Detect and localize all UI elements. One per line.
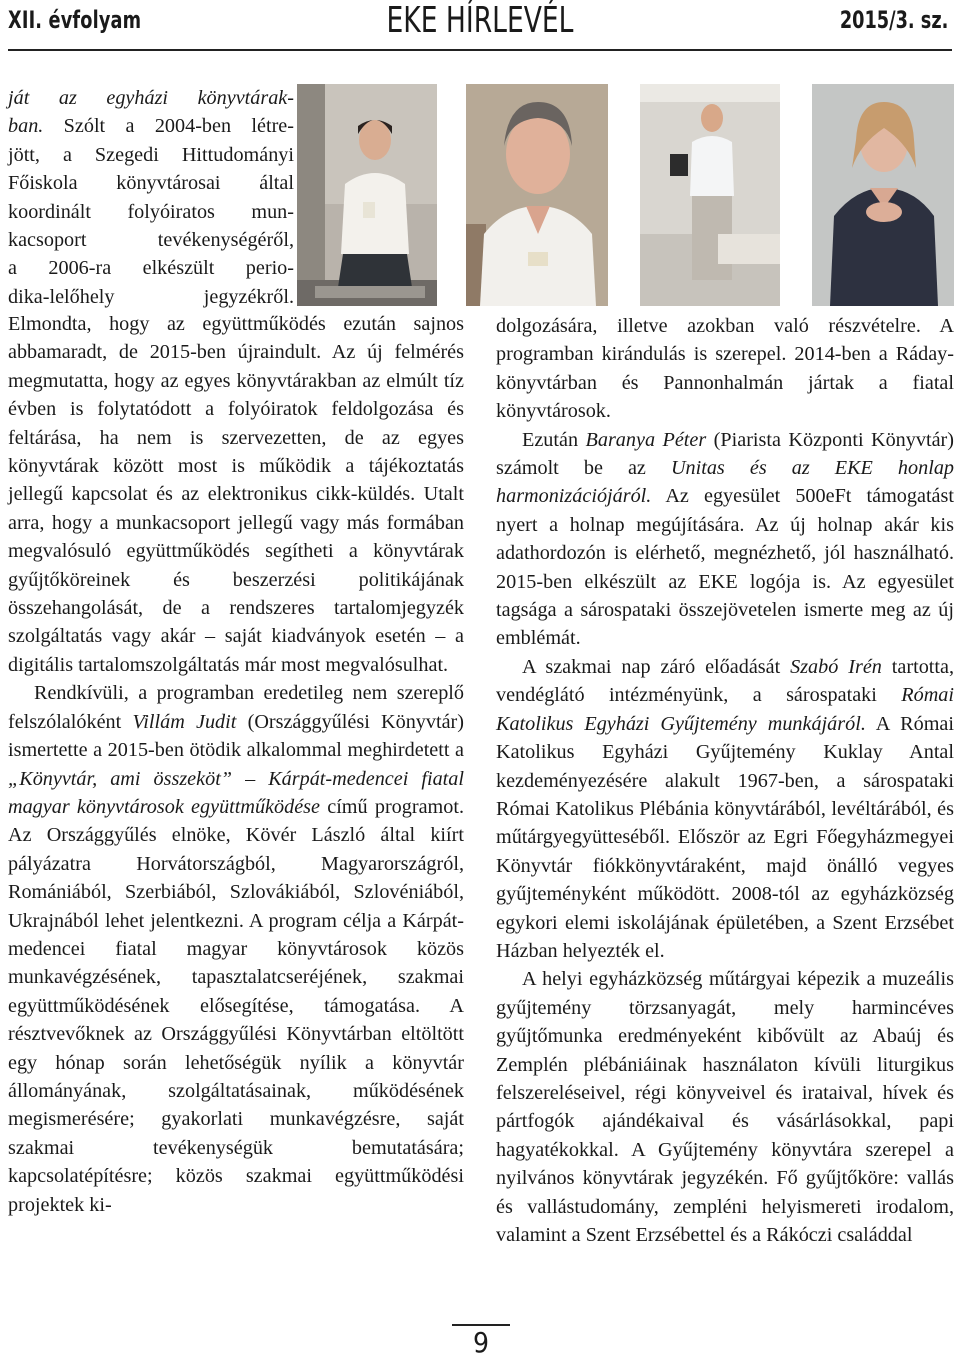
newsletter-title: EKE HÍRLEVÉL (386, 0, 574, 41)
right-paragraph-1: dolgozására, illetve azokban való részvételre. A programban kirándulás is szerepel. 2014-ben a Ráday-könyvtárban és Pannonhalmán jártak a fiatal könyvtárosok. (496, 315, 954, 423)
right-paragraph-3: A szakmai nap záró előadását Szabó Irén tartotta, vendéglátó intézményünk, a sárospataki Római Katolikus Egyházi Gyűjtemény munkájáról. A Római Katolikus Egyházi Gyűjtemény Kuklay Antal kezdeményezésére alakult 1967-ben, a sárospataki Római Katolikus Plébánia könyvtárából, levéltárából, és műtárgyegyütteséből. Először az Egri Főegyházmegyei Könyvtár fiókkönyvtáraként, majd önálló vegyes gyűjteményként működött. 2008-tól az egyházközség egykori elemi iskolájának épületében, a Szent Erzsébet Házban helyezték el. (496, 655, 955, 962)
photo-woman-portrait (466, 84, 608, 306)
left-top-line-3: jött, a Szegedi Hittudományi (8, 143, 294, 166)
left-top-line-4: Főiskola könyvtárosai által (8, 172, 294, 195)
volume-label: XII. évfolyam (8, 6, 142, 34)
right-paragraph-2: Ezután Baranya Péter (Piarista Központi Könyvtár) számolt be az Unitas és az EKE honlap harmonizációjáról. Az egyesület 500eFt támogatást nyert a holnap megújítására. Az új holnap akár kis adathordozón is elérhető, megnézhető, jól használható. 2015-ben elkészült az EKE logója is. Az egyesület tagsága a sárospataki összejövetelen ismerte meg az új emblémát. (496, 428, 955, 650)
photo-speaker-woman-presenting (297, 84, 437, 306)
photo-blonde-woman-speaker (812, 84, 954, 306)
left-top-line-6: kacsoport tevékenységéről, (8, 229, 294, 252)
right-paragraph-4: A helyi egyházközség műtárgyai képezik a muzeális gyűjtemény törzsanyagát, mely harmincéves gyűjtőmunka eredményeként kibővült az Abaúj és Zemplén plébániáinak használaton kívüli liturgikus felszereléseivel, régi könyveivel és irataival, hívek és pártfogók ajándékaival és vásárlásokkal, papi hagyatékokkal. A Gyűjtemény könyvtára szerepel a nyilvános könyvtárak jegyzékén. Fő gyűjtőköre: vallás és vallástudomány, zempléni helyismereti irodalom, valamint a Szent Erzsébettel és a Rákóczi családdal (496, 968, 954, 1246)
header-rule (8, 49, 952, 51)
right-column (496, 312, 954, 1249)
left-top-line-8: dika-lelőhely jegyzékről. (8, 285, 294, 308)
issue-label: 2015/3. sz. (839, 6, 948, 34)
left-paragraph-2: Rendkívüli, a programban eredetileg nem szereplő felszólalóként Villám Judit (Országgyűlési Könyvtár) ismertette a 2015-ben ötödik alkalommal meghirdetett a „Könyvtár, ami összeköt” – Kárpát-medencei fiatal magyar könyvtárosok együttműködése című programot. Az Országgyűlés elnöke, Kövér László által kiírt pályázatra Horvátországból, Magyarországról, Romániából, Szerbiából, Szlovákiából, Szlovéniából, Ukrajnából lehet jelentkezni. A program célja a Kárpát-medencei fiatal magyar könyvtárosok közös munkavégzésének, tapasztalatcseréjének, szakmai együttműködésének elősegítése, támogatása. A résztvevőknek az Országgyűlési Könyvtárban eltöltött egy hónap során lehetőségük nyílik a könyvtár állományának, szolgáltatásainak, működésének megismerésére; gyakorlati munkavégzésre, saját szakmai tevékenységük bemutatására; kapcsolatépítésre; közös szakmai együttműködési projektek ki- (8, 682, 464, 1216)
page-number: 9 (472, 1326, 490, 1359)
left-top-line-7: a 2006-ra elkészült perio- (8, 257, 294, 280)
left-paragraph-1: Elmondta, hogy az együttműködés ezután sajnos abbamaradt, de 2015-ben újraindult. Az új felmérés megmutatta, hogy az egyes könyvtárakban az elmúlt tíz évben is folytatódott a folyóiratok feldolgozása és feltárása, ha nem is szervezetten, de az egyes könyvtárak között most is működik a tájékoztatás jellegű kapcsolat és az elektronikus cikk-küldés. Utalt arra, hogy a munkacsoport jellegű vagy más formában megvalósuló együttműködés segítheti a könyvtárak gyűjtőköreinek és beszerzési politikájának összehangolását, de a rendszeres tartalomjegyzék szolgáltatás vagy akár – saját kiadványok esetén – a digitális tartalomszolgáltatás már most megvalósulhat. (8, 313, 464, 676)
page-header (0, 0, 960, 50)
left-top-line-5: koordinált folyóiratos mun- (8, 200, 294, 223)
photo-man-speaker (640, 84, 780, 306)
left-column-main (8, 310, 464, 1219)
left-top-line-1: ját az egyházi könyvtárak- (8, 87, 294, 109)
left-column-top (8, 84, 294, 311)
left-top-line-2: ban. Szólt a 2004-ben létre- (8, 115, 294, 138)
